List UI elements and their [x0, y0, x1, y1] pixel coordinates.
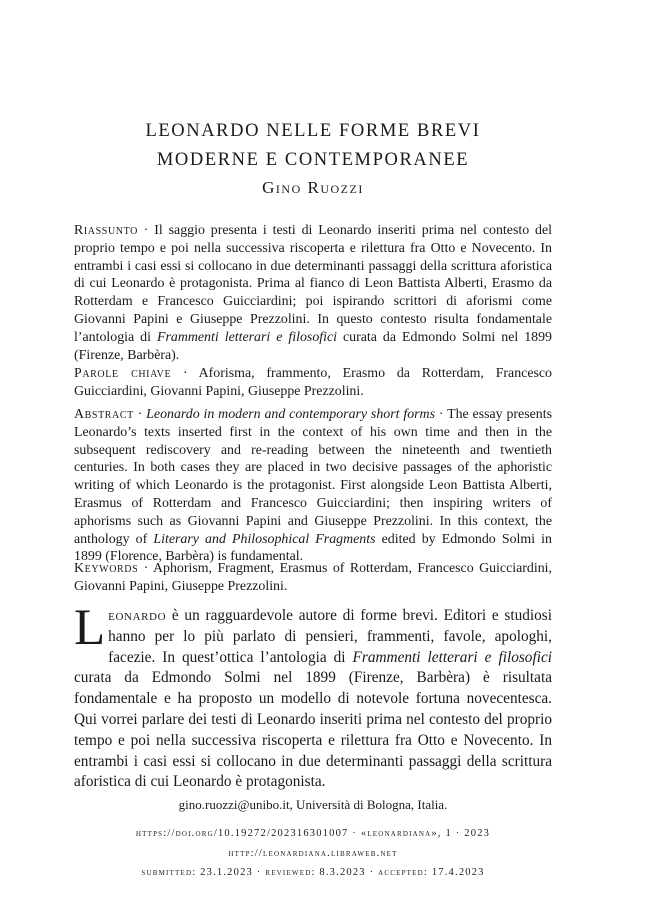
riassunto-text-b: curata da Edmondo Solmi nel 1899 (Firenze, Barbèra).	[74, 329, 552, 363]
body-italic-title: Frammenti letterari e filosofici	[352, 648, 552, 666]
body-text-b: curata da Edmondo Solmi nel 1899 (Firenze, Barbèra) è risultata fondamentale e ha proposto un modello di notevole fortuna novecentesca. Qui vorrei parlare dei testi di Leonardo inseriti prima nel contesto del proprio tempo e poi nella successiva riscoperta e rilettura fra Otto e Novecento. In entrambi i casi essi si collocano in due determinanti passaggi della scrittura aforistica di cui Leonardo è protagonista.	[74, 669, 552, 791]
riassunto-label: Riassunto	[74, 223, 138, 238]
body-paragraph	[74, 600, 552, 793]
keywords-separator: ·	[138, 561, 153, 576]
submission-dates-line: submitted: 23.1.2023 · reviewed: 8.3.2023 · accepted: 17.4.2023	[141, 867, 485, 878]
author-contact: gino.ruozzi@unibo.it, Università di Bologna, Italia.	[178, 797, 448, 812]
riassunto-paragraph	[74, 222, 552, 364]
riassunto-text-a: Il saggio presenta i testi di Leonardo inseriti prima nel contesto del proprio tempo e poi nella successiva riscoperta e rilettura fra Otto e Novecento. In entrambi i casi essi si collocano in due determinanti passaggi della scrittura aforistica di cui Leonardo è protagonista. Prima al fianco di Leon Battista Alberti, Erasmo da Rotterdam e Francesco Guicciardini; poi ispirando scrittori di aforismi come Giovanni Papini e Giuseppe Prezzolini. In questo contesto risulta fondamentale l’antologia di	[74, 223, 552, 345]
parole-chiave-label: Parole chiave	[74, 366, 172, 381]
author-name: Gino Ruozzi	[262, 178, 364, 197]
abstract-separator-1: ·	[133, 407, 147, 422]
abstract-label: Abstract	[74, 407, 134, 422]
doi-line: https://doi.org/10.19272/202316301007 · «leonardiana», 1 · 2023	[135, 828, 491, 839]
keywords-text: Aphorism, Fragment, Erasmus of Rotterdam, Francesco Guicciardini, Giovanni Papini, Giuseppe Prezzolini.	[74, 561, 552, 594]
abstract-title: Leonardo in modern and contemporary short forms	[146, 407, 435, 422]
abstract-paragraph	[74, 406, 552, 566]
abstract-text-b: edited by Edmondo Solmi in 1899 (Florence, Barbèra) is fundamental.	[74, 531, 552, 565]
keywords-paragraph	[74, 560, 552, 596]
keywords-label: Keywords	[74, 561, 139, 576]
abstract-separator-2: ·	[435, 407, 448, 422]
journal-url-line: http://leonardiana.libraweb.net	[228, 848, 398, 859]
riassunto-separator: ·	[137, 223, 155, 238]
body-smallcaps-word: eonardo	[108, 607, 167, 624]
parole-chiave-paragraph	[74, 365, 552, 401]
parole-chiave-text: Aforisma, frammento, Erasmo da Rotterdam, Francesco Guicciardini, Giovanni Papini, Giuseppe Prezzolini.	[74, 366, 553, 399]
body-text-a: è un ragguardevole autore di forme brevi. Editori e studiosi hanno per lo più parlato di pensieri, frammenti, favole, apologhi, facezie. In quest’ottica l’antologia di	[108, 607, 552, 666]
title-line-2: MODERNE E CONTEMPORANEE	[156, 150, 470, 170]
abstract-italic-title: Literary and Philosophical Fragments	[153, 531, 376, 547]
title-line-1: LEONARDO NELLE FORME BREVI	[145, 121, 481, 141]
article-title	[74, 117, 552, 175]
parole-chiave-separator: ·	[171, 366, 199, 381]
drop-cap: L	[74, 600, 106, 656]
riassunto-italic-title: Frammenti letterari e filosofici	[156, 329, 338, 345]
abstract-text-a: The essay presents Leonardo’s texts inserted first in the context of his own time and then in the subsequent rediscovery and re-reading between the nineteenth and twentieth centuries. In both cases they are placed in two decisive passages of the aphoristic writing of which Leonardo is the protagonist. First alongside Leon Battista Alberti, Erasmus of Rotterdam and Francesco Guicciardini; then inspiring writers of aphorisms such as Giovanni Papini and Giuseppe Prezzolini. In this context, the anthology of	[74, 407, 552, 547]
